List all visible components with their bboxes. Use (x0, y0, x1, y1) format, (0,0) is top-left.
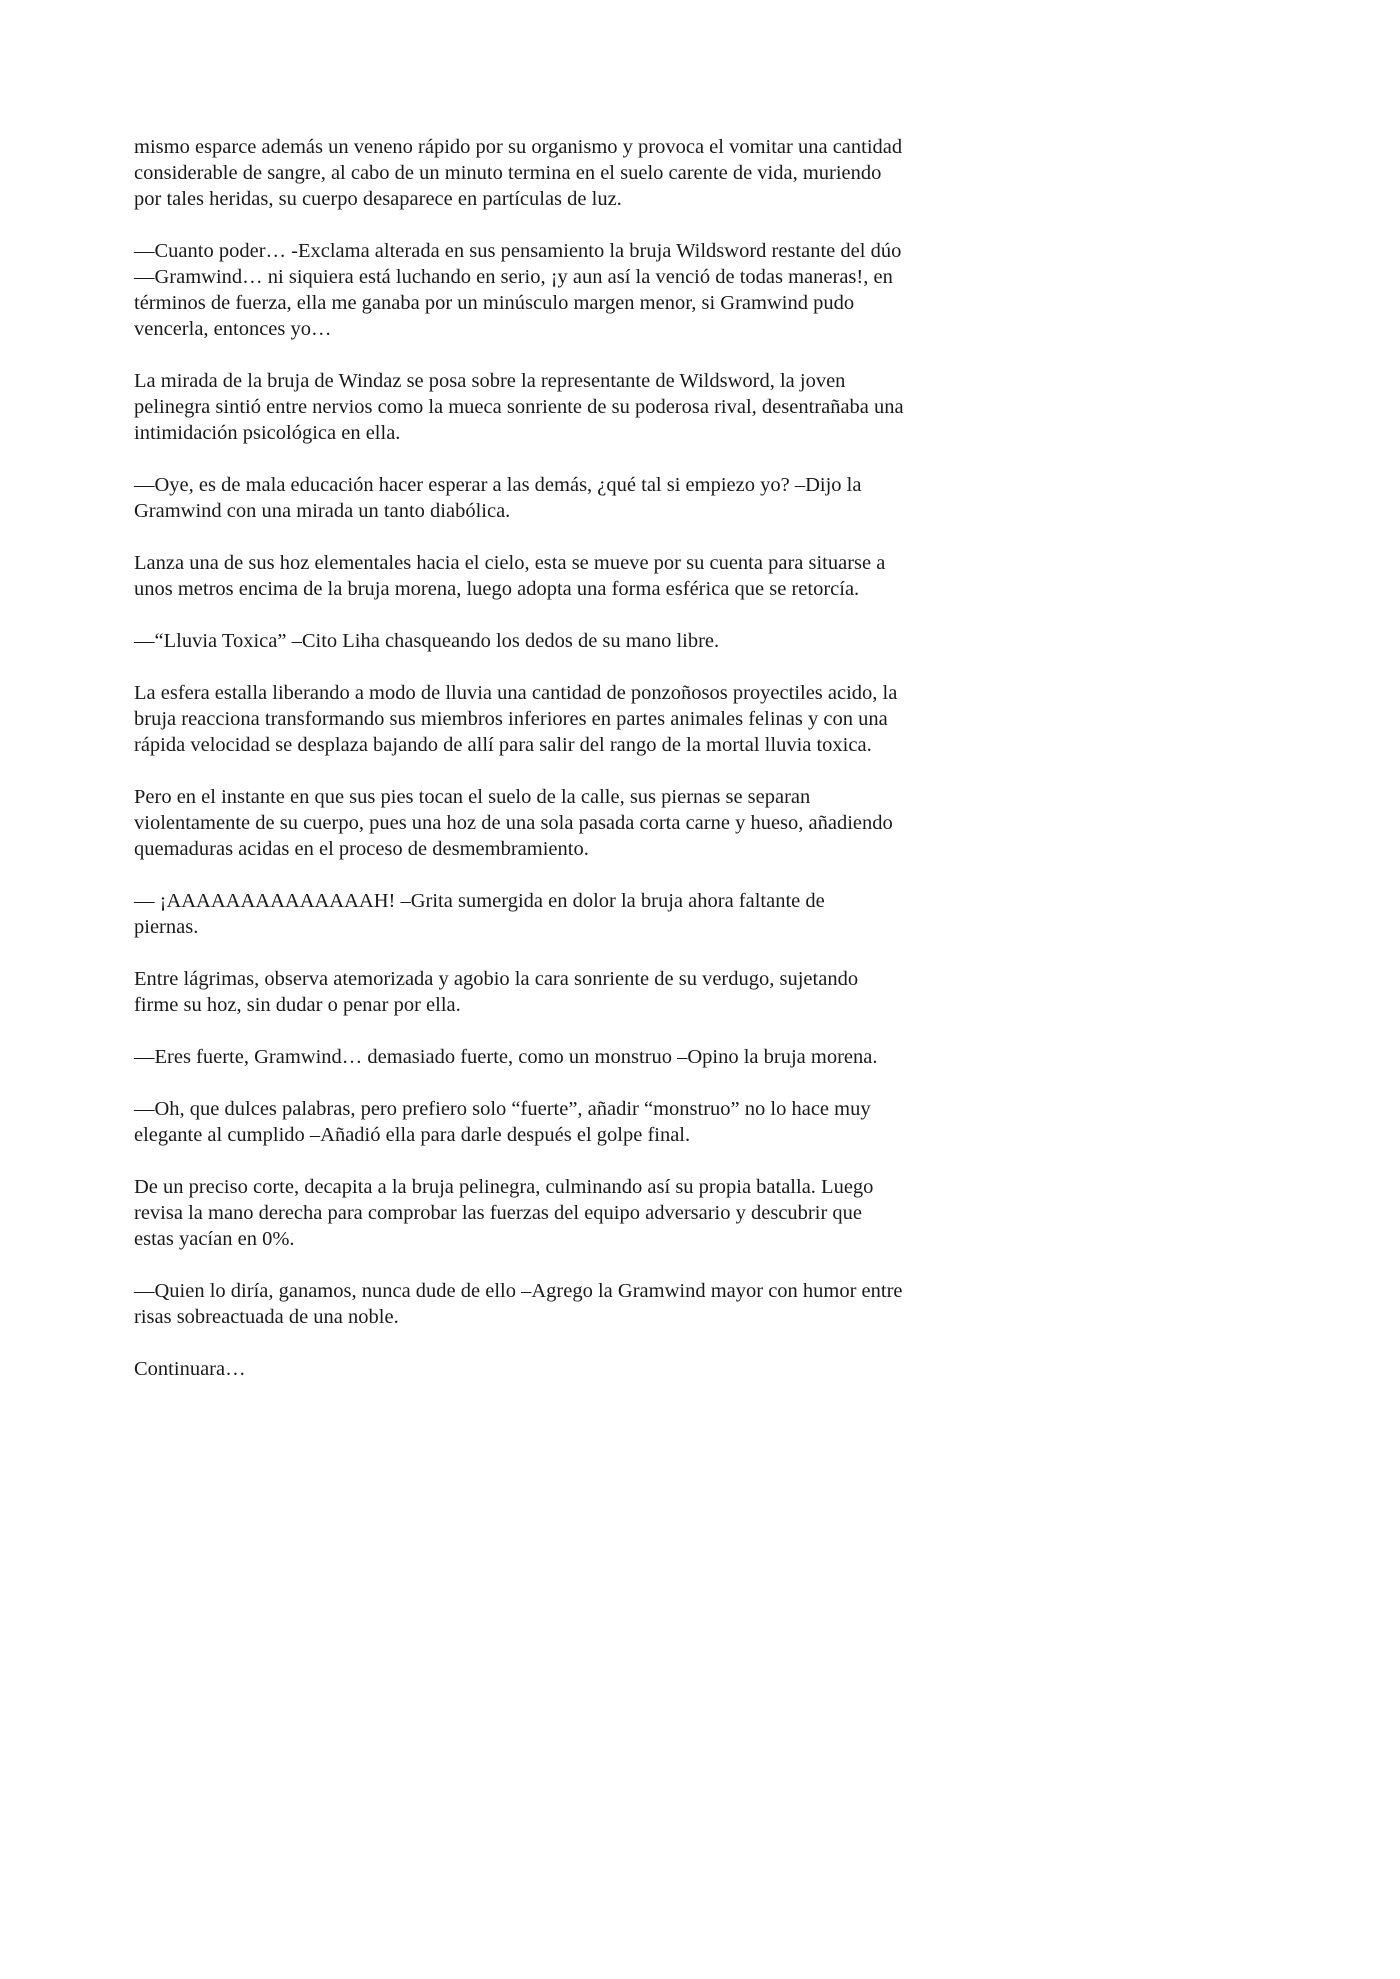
paragraph: Pero en el instante en que sus pies tocan el suelo de la calle, sus piernas se separan violentamente de su cuerpo, pues una hoz de una sola pasada corta carne y hueso, añadiendo quemaduras acidas en el proceso de desmembramiento. (134, 786, 893, 860)
paragraph: De un preciso corte, decapita a la bruja pelinegra, culminando así su propia batalla. Luego revisa la mano derecha para comprobar las fuerzas del equipo adversario y descubrir que estas yacían en 0%. (134, 1176, 874, 1250)
paragraph: La esfera estalla liberando a modo de lluvia una cantidad de ponzoñosos proyectiles acido, la bruja reacciona transformando sus miembros inferiores en partes animales felinas y con una rápida velocidad se desplaza bajando de allí para salir del rango de la mortal lluvia toxica. (134, 682, 898, 756)
paragraph: —Oye, es de mala educación hacer esperar a las demás, ¿qué tal si empiezo yo? –Dijo la Gramwind con una mirada un tanto diabólica. (134, 474, 862, 522)
paragraph: La mirada de la bruja de Windaz se posa sobre la representante de Wildsword, la joven pelinegra sintió entre nervios como la mueca sonriente de su poderosa rival, desentrañaba una intimidación psicológica en ella. (134, 370, 904, 444)
paragraph: mismo esparce además un veneno rápido por su organismo y provoca el vomitar una cantidad considerable de sangre, al cabo de un minuto termina en el suelo carente de vida, muriendo por tales heridas, su cuerpo desaparece en partículas de luz. (134, 136, 903, 210)
document-body (134, 134, 984, 1408)
paragraph: —Eres fuerte, Gramwind… demasiado fuerte, como un monstruo –Opino la bruja morena. (134, 1046, 878, 1068)
closing-line: Continuara… (134, 1358, 246, 1380)
paragraph: —“Lluvia Toxica” –Cito Liha chasqueando los dedos de su mano libre. (134, 630, 720, 652)
paragraph: Entre lágrimas, observa atemorizada y agobio la cara sonriente de su verdugo, sujetando firme su hoz, sin dudar o penar por ella. (134, 968, 859, 1016)
paragraph: —Cuanto poder… -Exclama alterada en sus pensamiento la bruja Wildsword restante del dúo —Gramwind… ni siquiera está luchando en serio, ¡y aun así la venció de todas maneras!, en términos de fuerza, ella me ganaba por un minúsculo margen menor, si Gramwind pudo vencerla, entonces yo… (134, 240, 902, 340)
paragraph: —Quien lo diría, ganamos, nunca dude de ello –Agrego la Gramwind mayor con humor entre risas sobreactuada de una noble. (134, 1280, 903, 1328)
paragraph: —Oh, que dulces palabras, pero prefiero solo “fuerte”, añadir “monstruo” no lo hace muy elegante al cumplido –Añadió ella para darle después el golpe final. (134, 1098, 871, 1146)
paragraph: Lanza una de sus hoz elementales hacia el cielo, esta se mueve por su cuenta para situarse a unos metros encima de la bruja morena, luego adopta una forma esférica que se retorcía. (134, 552, 886, 600)
paragraph: — ¡AAAAAAAAAAAAAAH! –Grita sumergida en dolor la bruja ahora faltante de piernas. (134, 890, 825, 938)
